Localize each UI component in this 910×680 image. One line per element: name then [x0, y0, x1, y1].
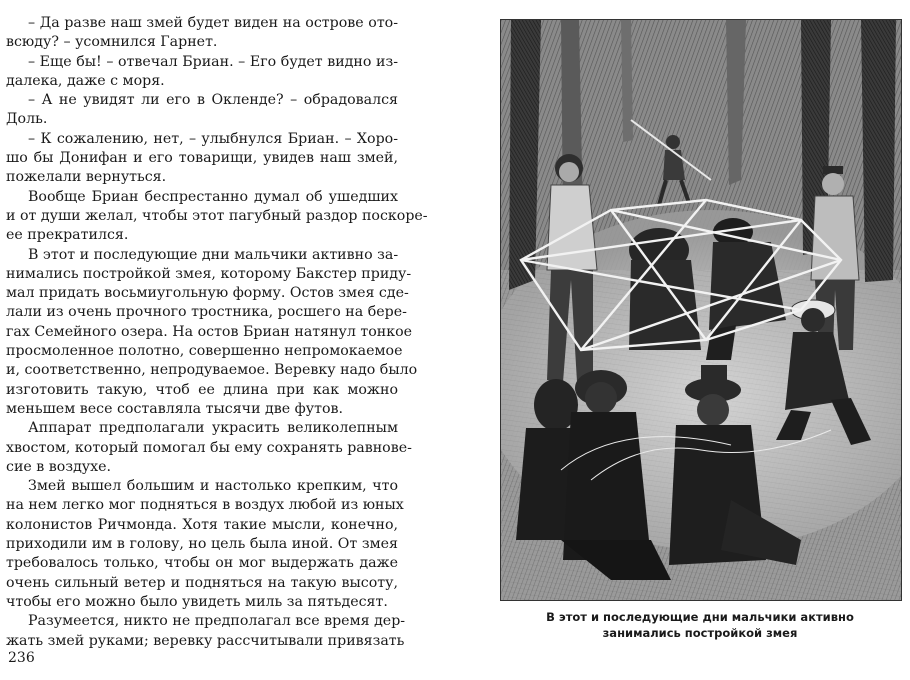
text-line: ее прекратился.	[6, 227, 129, 244]
illustration-caption	[500, 609, 900, 641]
text-line: хвостом, который помогал бы ему сохранять равнове-	[6, 439, 412, 456]
text-line: требовалось только, чтобы он мог выдержать даже	[6, 555, 398, 572]
text-line: мал придать восьмиугольную форму. Остов змея сде-	[6, 285, 409, 302]
text-line: колонистов Ричмонда. Хотя такие мысли, конечно,	[6, 516, 398, 533]
caption-line: В этот и последующие дни мальчики активно	[546, 610, 854, 624]
text-line: Разумеется, никто не предполагал все время дер-	[28, 613, 406, 630]
text-line: шо бы Донифан и его товарищи, увидев наш змей,	[6, 150, 398, 167]
paragraph	[6, 477, 404, 612]
paragraph	[6, 612, 406, 651]
text-line: чтобы его можно было увидеть миль за пятьдесят.	[6, 593, 388, 610]
paragraph	[6, 419, 412, 477]
text-line: сие в воздухе.	[6, 458, 112, 475]
paragraph	[6, 53, 398, 92]
paragraph	[6, 246, 418, 420]
caption-line: занимались постройкой змея	[602, 626, 798, 640]
paragraph	[6, 130, 398, 188]
text-line: нимались постройкой змея, которому Бакстер приду-	[6, 265, 412, 282]
text-line: Змей вышел большим и настолько крепким, что	[28, 478, 398, 495]
text-line: изготовить такую, чтоб ее длина при как можно	[6, 381, 398, 398]
text-line: приходили им в голову, но цель была иной. От змея	[6, 536, 398, 553]
text-line: всюду? – усомнился Гарнет.	[6, 34, 218, 51]
text-line: Доль.	[6, 111, 48, 128]
text-line: – Да разве наш змей будет виден на острове отo-	[28, 15, 398, 31]
text-line: и от души желал, чтобы этот пагубный раздор поскоре-	[6, 207, 428, 224]
text-line: далека, даже с моря.	[6, 72, 165, 89]
text-line: лали из очень прочного тростника, росшего на бере-	[6, 304, 407, 321]
text-line: очень сильный ветер и подняться на такую высоту,	[6, 574, 398, 591]
text-line: на нем легко мог подняться в воздух любой из юных	[6, 497, 404, 514]
text-line: меньшем весе составляла тысячи две футов.	[6, 400, 344, 417]
engraving-illustration	[500, 19, 902, 601]
text-line: Аппарат предполагали украсить великолепным	[28, 420, 398, 437]
text-line: Вообще Бриан беспрестанно думал об ушедших	[28, 188, 398, 205]
text-column	[6, 14, 428, 651]
text-line: В этот и последующие дни мальчики активно за-	[28, 246, 399, 263]
text-line: пожелали вернуться.	[6, 169, 167, 186]
text-line: просмоленное полотно, совершенно непромокаемое	[6, 343, 403, 360]
paragraph	[6, 14, 398, 53]
text-line: и, соответственно, непродуваемое. Веревку надо было	[6, 362, 418, 379]
page-number: 236	[8, 650, 35, 666]
paragraph	[6, 188, 428, 246]
paragraph	[6, 91, 398, 130]
text-line: – К сожалению, нет, – улыбнулся Бриан. – Хоро-	[28, 130, 398, 147]
text-line: жать змей руками; веревку рассчитывали привязать	[6, 632, 405, 649]
text-line: – А не увидят ли его в Окленде? – обрадовался	[28, 92, 398, 109]
text-line: гах Семейного озера. На остов Бриан натянул тонкое	[6, 323, 413, 340]
engraving-drawing	[501, 20, 901, 600]
text-line: – Еще бы! – отвечал Бриан. – Его будет видно из-	[28, 53, 398, 70]
